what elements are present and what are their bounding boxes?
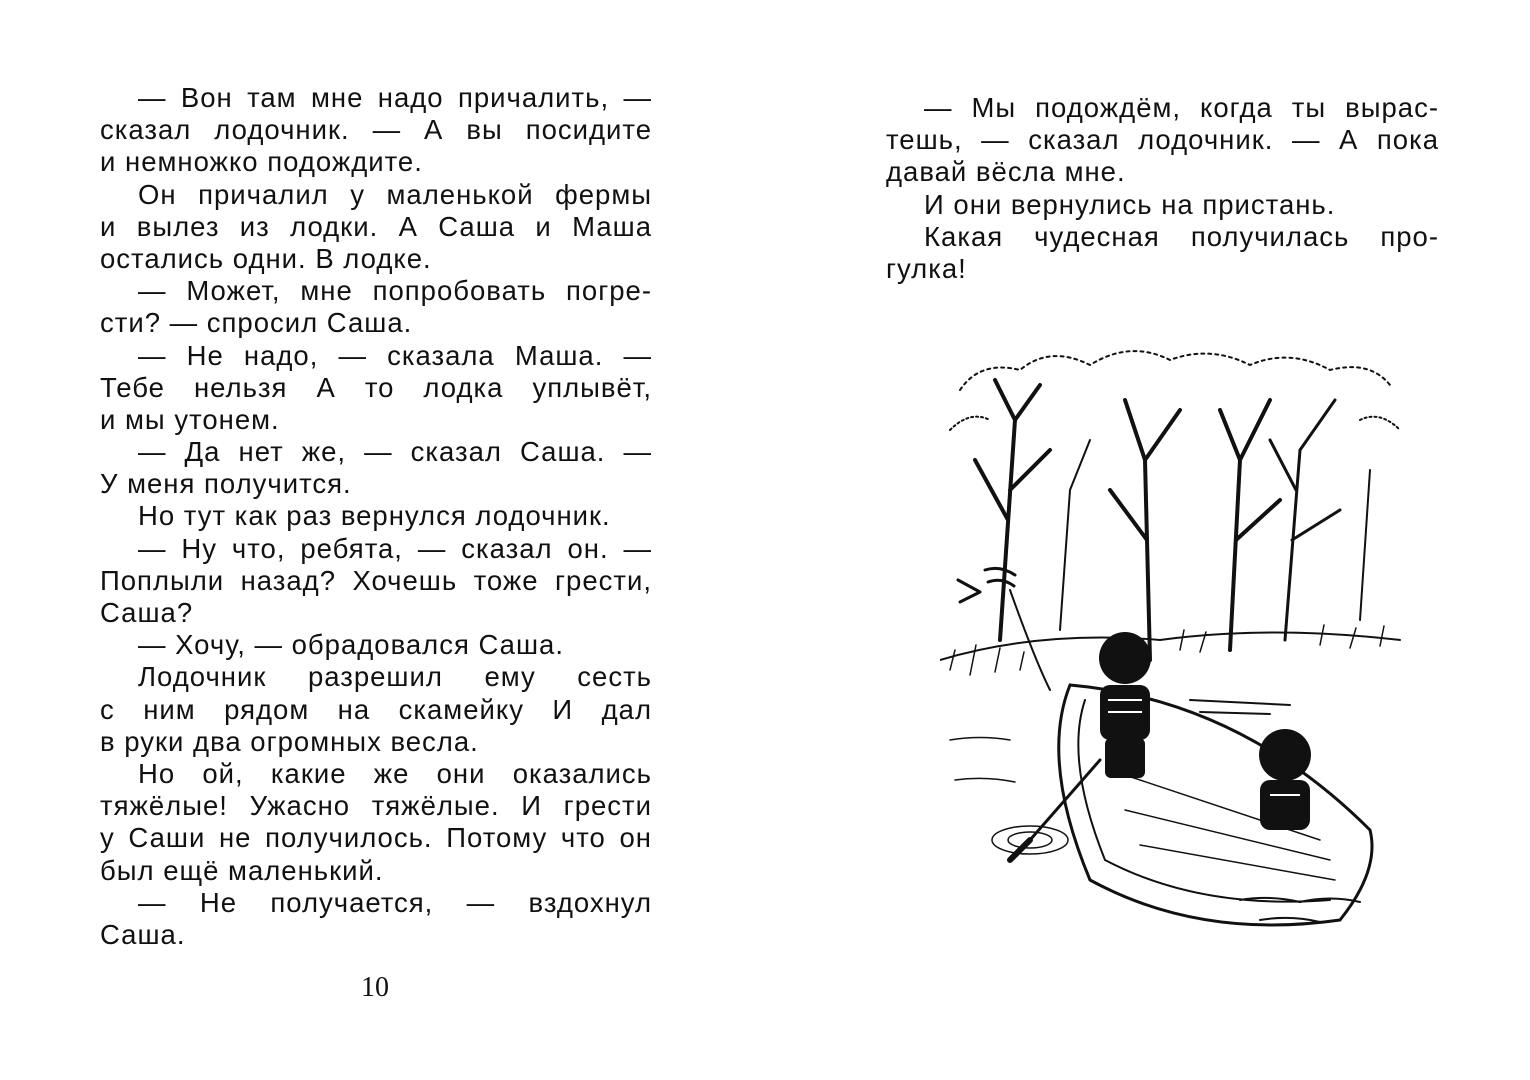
text-line: сказал лодочник. — А вы посидите [100,114,652,146]
text-line: остались одни. В лодке. [100,242,432,274]
girl-head [1259,729,1311,781]
text-line: гулка! [886,252,967,284]
text-line: — Не получается, — вздохнул [138,886,652,918]
text-line: — Мы подождём, когда ты вырас- [924,92,1439,123]
text-line: И они вернулись на пристань. [924,188,1336,220]
boat-illustration [940,340,1410,960]
text-line: Но ой, какие же они оказались [138,757,652,789]
boy-head [1099,632,1151,684]
text-line: с ним рядом на скамейку И дал [100,693,652,725]
text-line: и мы утонем. [100,403,280,435]
text-line: и немножко подождите. [100,146,423,178]
text-line: Лодочник разрешил ему сесть [138,661,652,693]
text-line: — Да нет же, — сказал Саша. — [138,436,652,468]
text-line: был ещё маленький. [100,854,384,886]
text-line: Он причалил у маленькой фермы [138,178,652,210]
left-page-text [100,82,652,951]
text-line: — Хочу, — обрадовался Саша. [138,629,564,661]
text-line: у Саши не получилось. Потому что он [100,822,652,854]
page-number: 10 [361,972,389,1003]
text-line: Поплыли назад? Хочешь тоже грести, [100,564,652,596]
text-line: Тебе нельзя А то лодка уплывёт, [100,371,652,403]
text-line: тяжёлые! Ужасно тяжёлые. И грести [100,790,652,822]
boat-scene-drawing [940,340,1410,960]
girl-body [1260,780,1310,830]
text-line: — Не надо, — сказала Маша. — [138,339,652,371]
text-line: Какая чудесная получилась про- [924,220,1439,252]
text-line: и вылез из лодки. А Саша и Маша [100,210,652,242]
text-line: Но тут как раз вернулся лодочник. [138,500,611,532]
text-line: Саша? [100,597,194,628]
text-line: У меня получится. [100,468,352,500]
text-line: сти? — спросил Саша. [100,307,413,339]
right-page-text [886,92,1439,285]
text-line: — Ну что, ребята, — сказал он. — [138,532,652,564]
text-line: — Вон там мне надо причалить, — [138,82,652,113]
text-line: тешь, — сказал лодочник. — А пока [886,124,1439,156]
text-line: в руки два огромных весла. [100,725,479,757]
text-line: Саша. [100,918,186,950]
text-line: давай вёсла мне. [886,156,1126,188]
text-line: — Может, мне попробовать погре- [138,275,652,307]
